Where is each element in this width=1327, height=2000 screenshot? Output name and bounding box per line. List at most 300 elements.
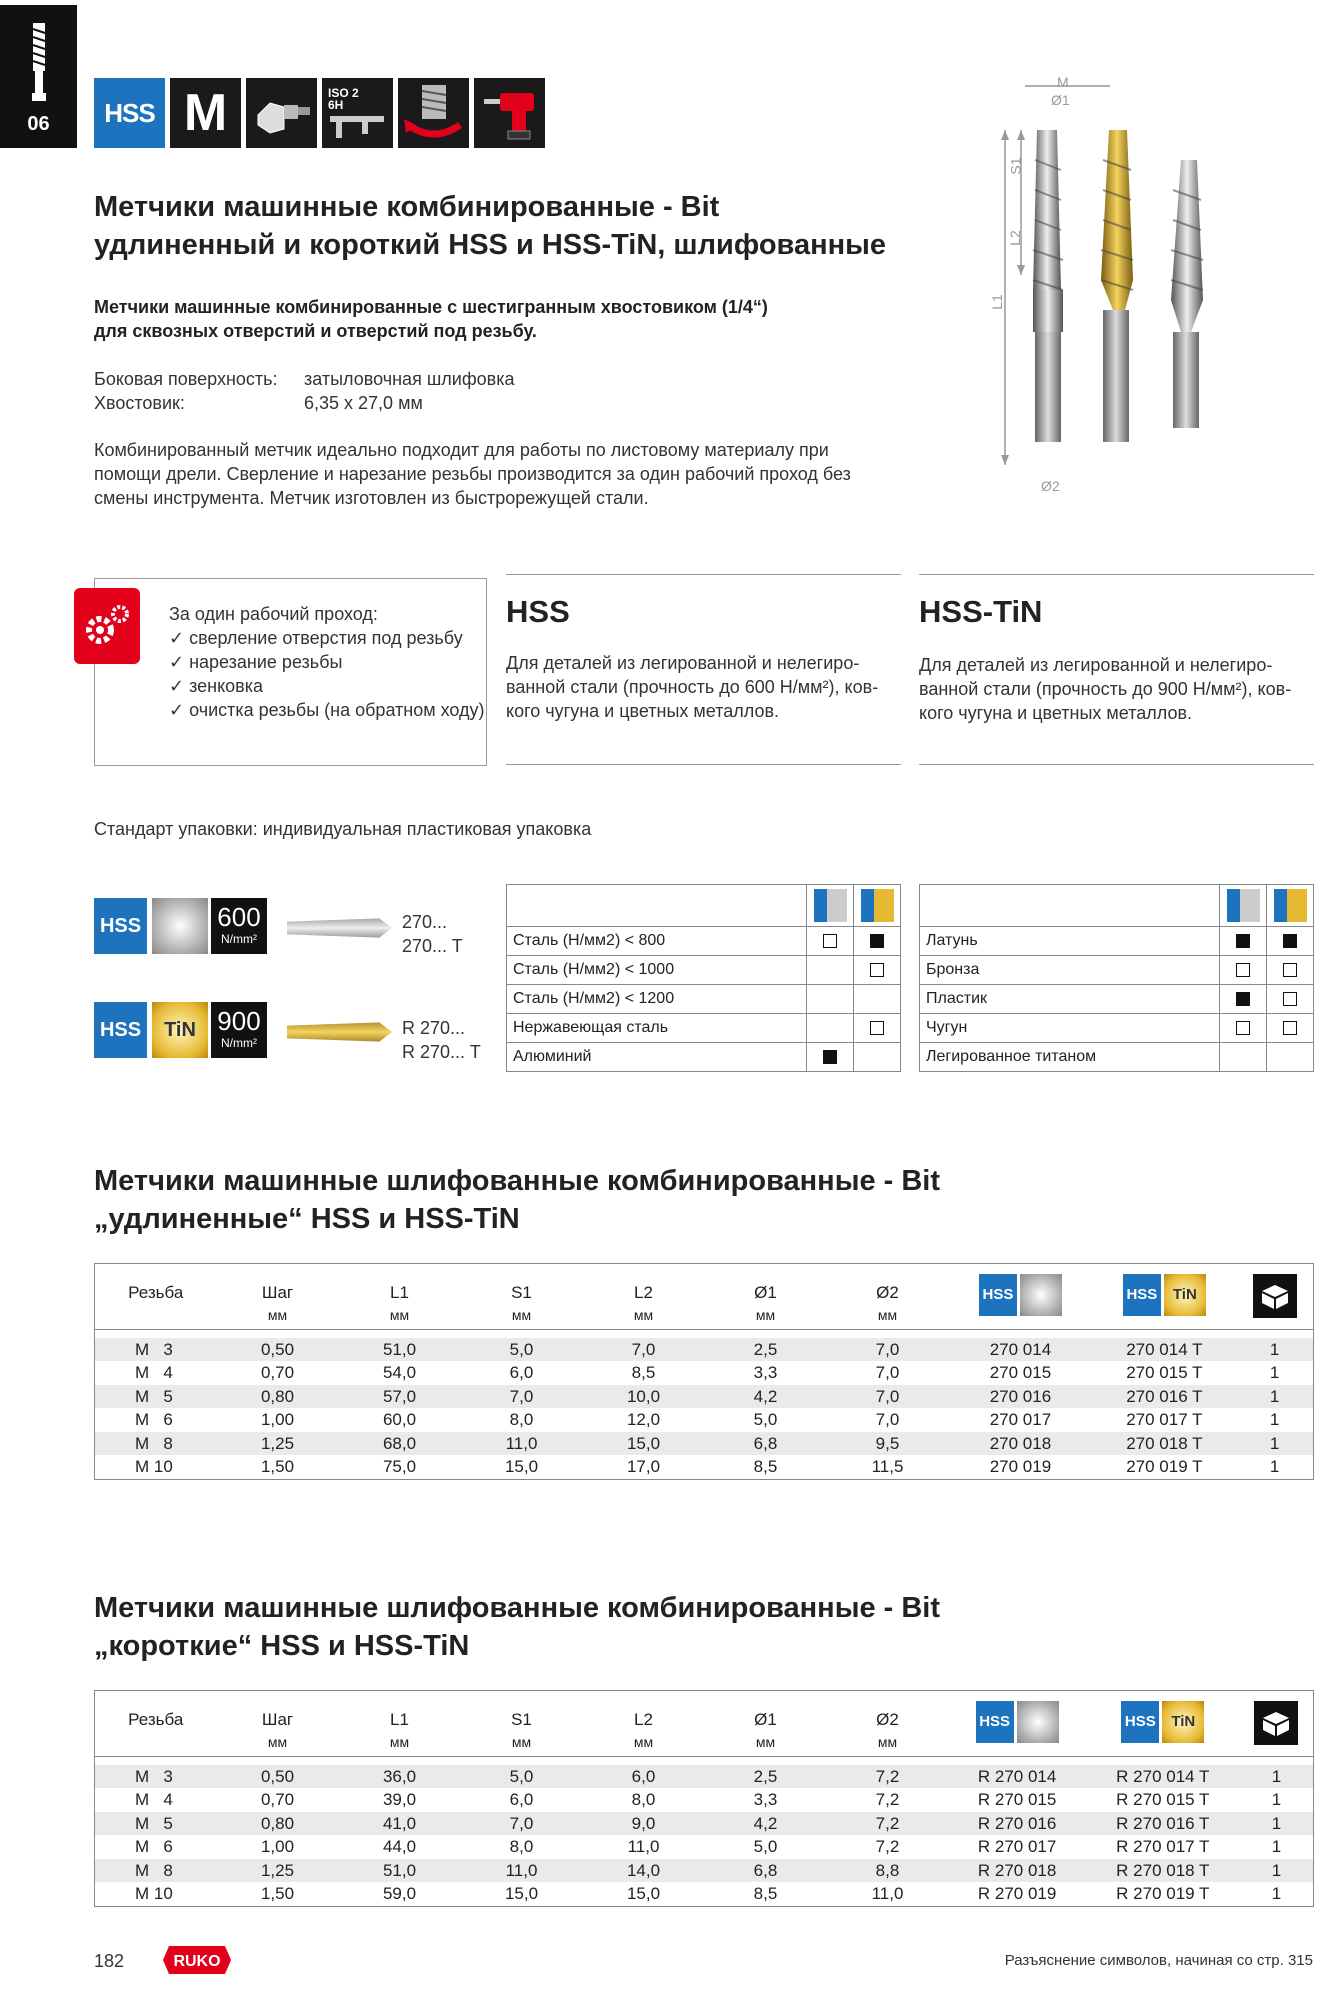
article-number-cell: 270 019 T [1126, 1457, 1203, 1476]
divider [919, 764, 1314, 765]
process-badge [74, 588, 140, 664]
article-number-cell: 270 017 [989, 1410, 1052, 1429]
column-unit: мм [389, 1307, 410, 1323]
article-number-cell: 270 014 T [1092, 1338, 1236, 1362]
table-cell: 8,5 [753, 1884, 778, 1903]
tin-code-t: R 270... T [402, 1042, 481, 1062]
iso-tolerance: 6H [328, 97, 344, 112]
suitability-mark [870, 934, 884, 948]
table-row [95, 1338, 1314, 1362]
spec-label-shank: Хвостовик: [94, 393, 185, 413]
gears-icon [74, 588, 140, 664]
table-cell: 1 [1271, 1790, 1282, 1809]
suitability-mark [1283, 963, 1297, 977]
hss-desc-line1: Для деталей из легированной и нелегиро- [506, 653, 860, 673]
table-cell: 1 [1240, 1812, 1314, 1836]
table-cell: 51,0 [339, 1859, 461, 1883]
hsstin-heading: HSS-TiN [919, 594, 1043, 629]
page-title-line2: удлиненный и короткий HSS и HSS-TiN, шлифованные [94, 229, 887, 261]
column-header [461, 1691, 583, 1757]
table-cell: 51,0 [339, 1338, 461, 1362]
table-cell: 8,5 [631, 1363, 656, 1382]
suitability-mark [823, 934, 837, 948]
table-cell: 1,50 [260, 1884, 295, 1903]
table-row [95, 1408, 1314, 1432]
table-row [95, 1812, 1314, 1836]
table-cell: 1,00 [260, 1837, 295, 1856]
column-header [339, 1264, 461, 1330]
feature-item: ✓ очистка резьбы (на обратном ходу) [169, 700, 485, 720]
column-title: L2 [634, 1283, 653, 1302]
package-column-header [1240, 1691, 1314, 1757]
tin-swatch: TiN [1164, 1274, 1206, 1316]
table-cell: 0,70 [260, 1790, 295, 1809]
table-cell: 9,0 [583, 1812, 705, 1836]
table-cell: 0,50 [217, 1338, 339, 1362]
material-name: Нержавеющая сталь [507, 1014, 807, 1043]
column-unit: мм [511, 1734, 532, 1750]
hss-swatch [814, 889, 847, 922]
table-cell: 1 [1269, 1363, 1280, 1382]
thread-size-cell: M 5 [95, 1812, 217, 1836]
divider [506, 574, 901, 575]
series-column-header [949, 1264, 1093, 1330]
drill-machine-icon [474, 78, 545, 148]
table-cell: 11,0 [627, 1837, 660, 1856]
column-unit: мм [633, 1734, 654, 1750]
table-cell: 11,0 [871, 1884, 904, 1903]
column-unit: мм [267, 1307, 288, 1323]
table-row [95, 1432, 1314, 1456]
table-row [95, 1882, 1314, 1906]
table-cell: 3,3 [753, 1790, 778, 1809]
thread-size-cell: M 4 [135, 1790, 173, 1809]
description-line1: Комбинированный метчик идеально подходит для работы по листовому материалу при [94, 440, 829, 460]
strength-unit: N/mm² [221, 932, 257, 946]
column-title: S1 [511, 1710, 532, 1729]
thread-size-cell: M 4 [135, 1363, 173, 1382]
article-number-cell: 270 016 T [1092, 1385, 1236, 1409]
column-title: Ø2 [876, 1710, 899, 1729]
table-cell: 1,25 [217, 1432, 339, 1456]
table-cell: 8,5 [753, 1457, 778, 1476]
hss-column-badge [949, 1274, 1093, 1316]
table-cell: 41,0 [339, 1812, 461, 1836]
table-cell: 39,0 [382, 1790, 417, 1809]
table-cell: 1,50 [260, 1457, 295, 1476]
column-header [705, 1264, 827, 1330]
table-cell: 9,5 [827, 1432, 949, 1456]
package-column-header [1236, 1264, 1313, 1330]
strength-badge [211, 898, 267, 954]
column-unit: мм [877, 1307, 898, 1323]
strength-unit: N/mm² [221, 1036, 257, 1050]
series-column-header [1092, 1264, 1236, 1330]
article-number-cell: 270 014 [949, 1338, 1093, 1362]
table-cell: 7,2 [827, 1812, 949, 1836]
table-cell: 54,0 [382, 1363, 417, 1382]
thread-size-cell: M 6 [135, 1410, 173, 1429]
tin-tap-image [287, 1016, 392, 1048]
hss-code: 270... [402, 912, 448, 932]
article-number-cell: 270 016 [949, 1385, 1093, 1409]
table-cell: 7,2 [827, 1765, 949, 1789]
uncoated-swatch [152, 898, 208, 954]
table-cell: 5,0 [461, 1765, 583, 1789]
divider [506, 764, 901, 765]
dim-l1: L1 [988, 294, 1005, 310]
strength-value: 600 [217, 902, 261, 932]
table-spacer [95, 1330, 1314, 1338]
material-name: Пластик [920, 985, 1220, 1014]
series-column-header [1086, 1691, 1240, 1757]
table-cell: 14,0 [583, 1859, 705, 1883]
section-title-long: Метчики машинные шлифованные комбинированные - Bit [94, 1165, 941, 1197]
column-header [217, 1691, 339, 1757]
table-cell: 8,0 [509, 1410, 534, 1429]
packaging-note: Стандарт упаковки: индивидуальная пластиковая упаковка [94, 819, 592, 839]
thread-size-cell: M 10 [135, 1457, 173, 1476]
column-unit: мм [267, 1734, 288, 1750]
article-number-cell: 270 018 T [1092, 1432, 1236, 1456]
product-table-long [94, 1263, 1314, 1480]
column-title: Ø1 [754, 1283, 777, 1302]
tin-swatch [861, 889, 894, 922]
material-name: Алюминий [507, 1043, 807, 1072]
table-cell: 0,70 [260, 1363, 295, 1382]
article-number-cell: R 270 017 [977, 1837, 1057, 1856]
iso-class: ISO 2 [328, 85, 359, 100]
hss-badge: HSS [94, 898, 147, 954]
table-cell: 11,0 [461, 1432, 583, 1456]
section-title-short: Метчики машинные шлифованные комбинированные - Bit [94, 1592, 941, 1624]
material-name: Бронза [920, 956, 1220, 985]
table-cell: 2,5 [705, 1338, 827, 1362]
column-title: L1 [390, 1710, 409, 1729]
article-number-cell: R 270 019 [977, 1884, 1057, 1903]
table-cell: 0,80 [217, 1385, 339, 1409]
table-cell: 4,2 [705, 1385, 827, 1409]
article-number-cell: 270 017 T [1126, 1410, 1203, 1429]
table-cell: 44,0 [382, 1837, 417, 1856]
spec-value-shank: 6,35 x 27,0 мм [304, 393, 423, 413]
column-title: Шаг [261, 1710, 294, 1729]
table-cell: 6,0 [509, 1363, 534, 1382]
feature-item: ✓ нарезание резьбы [169, 652, 343, 672]
column-header [461, 1264, 583, 1330]
table-cell: 6,8 [705, 1432, 827, 1456]
uncoated-swatch [1017, 1701, 1059, 1743]
hss-label: HSS [1121, 1701, 1159, 1743]
metric-thread-badge: M [170, 78, 241, 148]
table-cell: 15,0 [626, 1884, 661, 1903]
table-row [95, 1835, 1314, 1859]
article-number-cell: R 270 014 T [1086, 1765, 1240, 1789]
table-cell: 2,5 [705, 1765, 827, 1789]
hss-badge: HSS [94, 78, 165, 148]
symbols-note: Разъяснение символов, начиная со стр. 315 [1004, 1952, 1313, 1969]
table-cell: 1,25 [217, 1859, 339, 1883]
column-title: S1 [511, 1283, 532, 1302]
thread-size-cell: M 5 [95, 1385, 217, 1409]
table-cell: 1 [1271, 1884, 1282, 1903]
column-header [705, 1691, 827, 1757]
hss-tap-image [287, 912, 392, 944]
material-name: Сталь (Н/мм2) < 800 [507, 927, 807, 956]
page-title-line1: Метчики машинные комбинированные - Bit [94, 191, 720, 223]
spec-value-surface: затыловочная шлифовка [304, 369, 515, 389]
through-hole-thread-icon [398, 78, 469, 148]
iso-tolerance-icon [322, 78, 393, 148]
article-number-cell: R 270 018 [949, 1859, 1086, 1883]
table-cell: 1 [1236, 1338, 1313, 1362]
hss-label: HSS [979, 1274, 1017, 1316]
dim-l2: L2 [1006, 230, 1023, 246]
suitability-mark [1283, 1021, 1297, 1035]
description-line2: помощи дрели. Сверление и нарезание резьбы производится за один рабочий проход без [94, 464, 851, 484]
table-row [95, 1455, 1314, 1479]
table-cell: 5,0 [753, 1410, 778, 1429]
materials-table-right [919, 884, 1314, 1072]
feature-item: ✓ сверление отверстия под резьбу [169, 628, 463, 648]
table-cell: 8,8 [827, 1859, 949, 1883]
suitability-mark [1236, 1021, 1250, 1035]
column-header [339, 1691, 461, 1757]
description-line3: смены инструмента. Метчик изготовлен из быстрорежущей стали. [94, 488, 649, 508]
table-cell: 1 [1271, 1837, 1282, 1856]
table-cell: 15,0 [504, 1884, 539, 1903]
table-cell: 6,8 [705, 1859, 827, 1883]
table-row [95, 1859, 1314, 1883]
column-header [217, 1264, 339, 1330]
table-cell: 17,0 [626, 1457, 661, 1476]
column-header [827, 1264, 949, 1330]
spec-label-surface: Боковая поверхность: [94, 369, 278, 389]
hss-tin-column-badge [1086, 1701, 1240, 1743]
article-number-cell: 270 015 T [1126, 1363, 1203, 1382]
thread-size-cell: M 8 [95, 1432, 217, 1456]
column-unit: мм [877, 1734, 898, 1750]
uncoated-swatch [1020, 1274, 1062, 1316]
table-cell: 0,80 [217, 1812, 339, 1836]
table-cell: 59,0 [382, 1884, 417, 1903]
table-cell: 3,3 [753, 1363, 778, 1382]
table-cell: 68,0 [339, 1432, 461, 1456]
table-row [95, 1361, 1314, 1385]
table-cell: 5,0 [753, 1837, 778, 1856]
column-unit: мм [389, 1734, 410, 1750]
tin-swatch: TiN [1162, 1701, 1204, 1743]
material-name: Сталь (Н/мм2) < 1000 [507, 956, 807, 985]
table-row [95, 1385, 1314, 1409]
column-title: L2 [634, 1710, 653, 1729]
suitability-mark [870, 1021, 884, 1035]
suitability-mark [823, 1050, 837, 1064]
table-cell: 15,0 [504, 1457, 539, 1476]
dim-d1: Ø1 [1051, 92, 1070, 108]
table-cell: 7,2 [875, 1837, 900, 1856]
table-cell: 7,0 [827, 1385, 949, 1409]
hss-badge: HSS [94, 1002, 147, 1058]
tap-icon [27, 23, 51, 103]
table-cell: 75,0 [382, 1457, 417, 1476]
column-unit: мм [755, 1307, 776, 1323]
product-diagram [985, 70, 1245, 506]
hss-column-badge [949, 1701, 1086, 1743]
table-cell: 10,0 [583, 1385, 705, 1409]
feature-item: ✓ зенковка [169, 676, 264, 696]
intro-line2: для сквозных отверстий и отверстий под резьбу. [94, 321, 537, 341]
hsstin-desc-line3: кого чугуна и цветных металлов. [919, 703, 1193, 723]
dim-s1: S1 [1007, 157, 1024, 175]
tap-drawing [985, 70, 1245, 506]
article-number-cell: 270 018 [949, 1432, 1093, 1456]
hex-shank-icon [246, 78, 317, 148]
product-table-short [94, 1690, 1314, 1907]
column-title: L1 [390, 1283, 409, 1302]
column-header [827, 1691, 949, 1757]
table-cell: 1 [1240, 1859, 1314, 1883]
table-cell: 1 [1236, 1432, 1313, 1456]
table-cell: 7,0 [875, 1410, 900, 1429]
series-column-header [949, 1691, 1086, 1757]
ruko-logo [163, 1942, 231, 1978]
tin-coating-swatch: TiN [152, 1002, 208, 1058]
column-title: Резьба [128, 1710, 184, 1729]
tin-swatch [1274, 889, 1307, 922]
hsstin-desc-line1: Для деталей из легированной и нелегиро- [919, 655, 1273, 675]
strength-value: 900 [217, 1006, 261, 1036]
hss-label: HSS [976, 1701, 1014, 1743]
table-cell: 4,2 [705, 1812, 827, 1836]
table-cell: 7,0 [461, 1385, 583, 1409]
column-header [95, 1264, 217, 1330]
table-cell: 5,0 [461, 1338, 583, 1362]
table-cell: 60,0 [382, 1410, 417, 1429]
article-number-cell: R 270 016 [949, 1812, 1086, 1836]
table-cell: 6,0 [583, 1765, 705, 1789]
hss-desc-line3: кого чугуна и цветных металлов. [506, 701, 780, 721]
article-number-cell: R 270 016 T [1086, 1812, 1240, 1836]
suitability-mark [1283, 992, 1297, 1006]
material-name: Чугун [920, 1014, 1220, 1043]
column-header [583, 1264, 705, 1330]
table-spacer [95, 1757, 1314, 1765]
article-number-cell: 270 019 [989, 1457, 1052, 1476]
column-unit: мм [755, 1734, 776, 1750]
dim-d2: Ø2 [1041, 478, 1060, 494]
section-title-short-sub: „короткие“ HSS и HSS-TiN [94, 1630, 470, 1662]
table-cell: 0,50 [217, 1765, 339, 1789]
table-cell: 7,0 [875, 1363, 900, 1382]
article-number-cell: R 270 014 [949, 1765, 1086, 1789]
features-heading: За один рабочий проход: [169, 604, 378, 624]
column-header [95, 1691, 217, 1757]
table-cell: 15,0 [583, 1432, 705, 1456]
thread-size-cell: M 8 [95, 1859, 217, 1883]
thread-size-cell: M 6 [135, 1837, 173, 1856]
article-number-cell: R 270 018 T [1086, 1859, 1240, 1883]
page-number: 182 [94, 1951, 125, 1971]
tin-code: R 270... [402, 1018, 466, 1038]
table-cell: 7,0 [827, 1338, 949, 1362]
material-name: Легированное титаном [920, 1043, 1220, 1072]
column-header [583, 1691, 705, 1757]
table-cell: 11,0 [461, 1859, 583, 1883]
article-number-cell: R 270 015 T [1116, 1790, 1210, 1809]
table-cell: 1,00 [260, 1410, 295, 1429]
article-number-cell: R 270 017 T [1116, 1837, 1210, 1856]
article-number-cell: R 270 015 [977, 1790, 1057, 1809]
caliper-icon [328, 112, 386, 140]
article-number-cell: R 270 019 T [1116, 1884, 1210, 1903]
table-cell: 1 [1269, 1457, 1280, 1476]
divider [919, 574, 1314, 575]
column-title: Ø2 [876, 1283, 899, 1302]
column-title: Ø1 [754, 1710, 777, 1729]
suitability-mark [1236, 992, 1250, 1006]
table-cell: 7,0 [583, 1338, 705, 1362]
column-title: Шаг [261, 1283, 294, 1302]
intro-line1: Метчики машинные комбинированные с шестигранным хвостовиком (1/4“) [94, 297, 768, 317]
suitability-mark [1283, 934, 1297, 948]
table-cell: 1 [1269, 1410, 1280, 1429]
dim-m: M [1057, 74, 1069, 90]
hss-heading: HSS [506, 594, 570, 629]
article-number-cell: 270 015 [989, 1363, 1052, 1382]
table-row [95, 1788, 1314, 1812]
strength-badge [211, 1002, 267, 1058]
hss-code-t: 270... T [402, 936, 463, 956]
column-title: Резьба [128, 1283, 184, 1302]
table-row [95, 1765, 1314, 1789]
table-cell: 8,0 [509, 1837, 534, 1856]
table-cell: 57,0 [339, 1385, 461, 1409]
table-cell: 36,0 [339, 1765, 461, 1789]
materials-table-left [506, 884, 901, 1072]
hsstin-desc-line2: ванной стали (прочность до 900 Н/мм²), ков- [919, 679, 1292, 699]
material-name: Сталь (Н/мм2) < 1200 [507, 985, 807, 1014]
section-title-long-sub: „удлиненные“ HSS и HSS-TiN [94, 1203, 520, 1235]
thread-size-cell: M 10 [135, 1884, 173, 1903]
hss-label: HSS [1123, 1274, 1161, 1316]
thread-size-cell: M 3 [95, 1765, 217, 1789]
suitability-mark [1236, 934, 1250, 948]
material-name: Латунь [920, 927, 1220, 956]
column-unit: мм [511, 1307, 532, 1323]
table-cell: 7,0 [461, 1812, 583, 1836]
table-cell: 12,0 [626, 1410, 661, 1429]
package-icon [1254, 1701, 1298, 1745]
hss-swatch [1227, 889, 1260, 922]
chapter-number: 06 [27, 113, 50, 135]
table-cell: 11,5 [871, 1457, 904, 1476]
table-cell: 1 [1236, 1385, 1313, 1409]
table-cell: 7,2 [875, 1790, 900, 1809]
chapter-tab [0, 5, 77, 148]
hss-tin-column-badge [1092, 1274, 1236, 1316]
thread-size-cell: M 3 [95, 1338, 217, 1362]
logo-text: RUKO [173, 1953, 221, 1970]
suitability-mark [870, 963, 884, 977]
table-cell: 8,0 [631, 1790, 656, 1809]
table-cell: 6,0 [509, 1790, 534, 1809]
hss-desc-line2: ванной стали (прочность до 600 Н/мм²), ков- [506, 677, 879, 697]
suitability-mark [1236, 963, 1250, 977]
table-cell: 1 [1240, 1765, 1314, 1789]
column-unit: мм [633, 1307, 654, 1323]
package-icon [1253, 1274, 1297, 1318]
